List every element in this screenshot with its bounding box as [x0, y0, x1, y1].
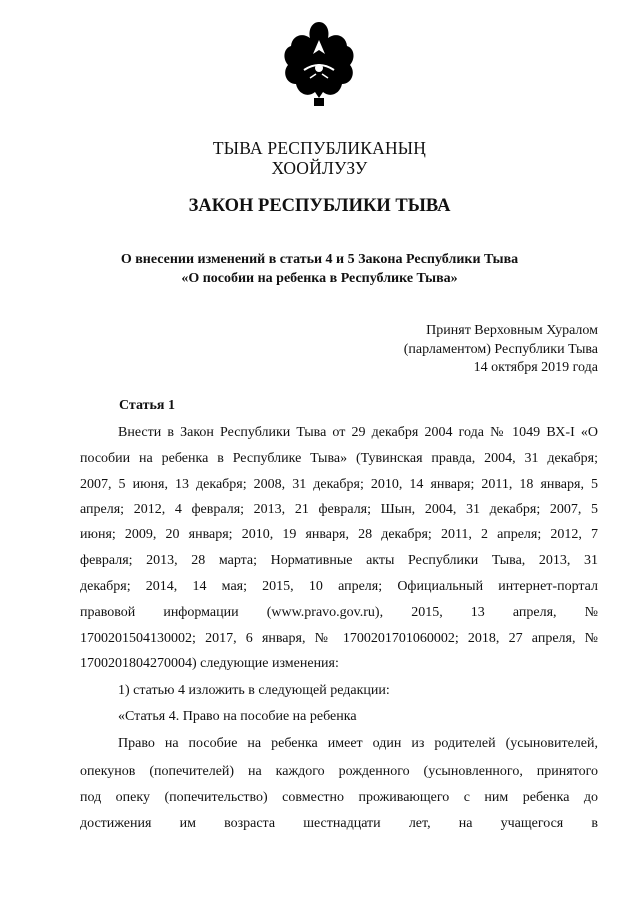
- quoted-article-heading: «Статья 4. Право на пособие на ребенка: [118, 709, 357, 724]
- paragraph-line: 1700201804270004) следующие изменения:: [80, 656, 339, 671]
- paragraph-line: 1700201504130002; 2017, 6 января, № 1700201701060002; 2018, 27 апреля, №: [80, 631, 598, 646]
- adoption-line1: Принят Верховным Хуралом: [426, 323, 598, 338]
- amendment-item: 1) статью 4 изложить в следующей редакции:: [118, 683, 390, 698]
- paragraph-line: 2007, 5 июня, 13 декабря; 2008, 31 декабря; 2010, 14 января; 2011, 18 января, 5: [80, 477, 598, 492]
- article-heading: Статья 1: [119, 398, 175, 413]
- paragraph-line: февраля; 2013, 28 марта; Нормативные акты Республики Тыва, 2013, 31: [80, 553, 598, 568]
- body-line: опекунов (попечителей) на каждого рожденного (усыновленного, принятого: [80, 764, 598, 779]
- body-line: Право на пособие на ребенка имеет один из родителей (усыновителей,: [118, 736, 598, 751]
- paragraph-line: правовой информации (www.pravo.gov.ru), 2015, 13 апреля, №: [80, 605, 598, 620]
- paragraph-line: пособии на ребенка в Республике Тыва» (Тувинская правда, 2004, 31 декабря;: [80, 451, 598, 466]
- law-title: ЗАКОН РЕСПУБЛИКИ ТЫВА: [188, 196, 451, 216]
- law-subject-line2: «О пособии на ребенка в Республике Тыва»: [181, 271, 458, 286]
- parliament-name-line1: ТЫВА РЕСПУБЛИКАНЫҢ: [212, 138, 427, 158]
- adoption-line2: (парламентом) Республики Тыва: [403, 342, 598, 357]
- adoption-date: 14 октября 2019 года: [473, 360, 598, 375]
- paragraph-line: апреля; 2012, 4 февраля; 2013, 21 февраля; Шын, 2004, 31 декабря; 2007, 5: [80, 502, 598, 517]
- body-line: достижения им возраста шестнадцати лет, на учащегося в: [80, 816, 598, 831]
- tuva-emblem-icon: [280, 18, 358, 110]
- law-subject-line1: О внесении изменений в статьи 4 и 5 Закона Республики Тыва: [120, 252, 519, 267]
- body-line: под опеку (попечительство) совместно проживающего с ним ребенка до: [80, 790, 598, 805]
- paragraph-line: июня; 2009, 20 января; 2010, 19 января, 28 декабря; 2011, 2 апреля; 2012, 7: [80, 527, 598, 542]
- parliament-name-line2: ХООЙЛУЗУ: [271, 158, 368, 178]
- paragraph-line: Внести в Закон Республики Тыва от 29 декабря 2004 года № 1049 ВХ-I «О: [118, 425, 598, 440]
- paragraph-line: декабря; 2014, 14 мая; 2015, 10 апреля; Официальный интернет-портал: [80, 579, 598, 594]
